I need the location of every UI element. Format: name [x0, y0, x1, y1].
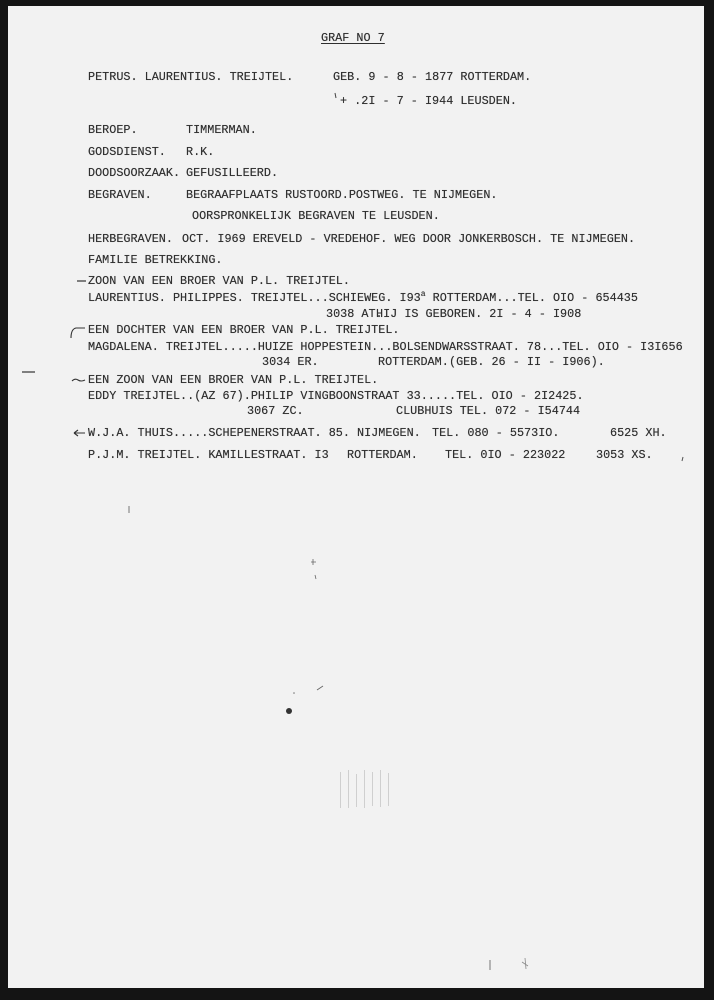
relative-address-rest: ROTTERDAM...TEL. OIO - 654435: [425, 291, 638, 305]
burial-label: BEGRAVEN.: [88, 188, 152, 202]
contact-address: W.J.A. THUIS.....SCHEPENERSTRAAT. 85. NIJMEGEN.: [88, 426, 421, 440]
person-name: PETRUS. LAURENTIUS. TREIJTEL.: [88, 70, 294, 84]
reburial-value: OCT. I969 EREVELD - VREDEHOF. WEG DOOR JONKERBOSCH. TE NIJMEGEN.: [182, 232, 636, 246]
relative-postcode: 3038 AT.: [326, 307, 383, 321]
occupation-label: BEROEP.: [88, 123, 138, 137]
contact-postcode: 3053 XS.: [596, 448, 653, 462]
contact-address: P.J.M. TREIJTEL. KAMILLESTRAAT. I3: [88, 448, 329, 462]
relative-postcode: 3034 ER.: [262, 355, 319, 369]
religion-value: R.K.: [186, 145, 215, 159]
birth-info: GEB. 9 - 8 - 1877 ROTTERDAM.: [333, 70, 532, 84]
relative-address: MAGDALENA. TREIJTEL.....HUIZE HOPPESTEIN...BOLSENDWARSSTRAAT. 78...TEL. OIO - I3I656: [88, 340, 683, 354]
relative-address: LAURENTIUS. PHILIPPES. TREIJTEL...SCHIEWEG. I93: [88, 291, 421, 305]
family-heading: FAMILIE BETREKKING.: [88, 253, 223, 267]
contact-phone: TEL. 080 - 5573IO.: [432, 426, 560, 440]
relative-address: EDDY TREIJTEL..(AZ 67).PHILIP VINGBOONSTRAAT 33.....TEL. OIO - 2I2425.: [88, 389, 584, 403]
contact-postcode: 6525 XH.: [610, 426, 667, 440]
relative-relation: EEN ZOON VAN EEN BROER VAN P.L. TREIJTEL.: [88, 373, 379, 387]
house-number-suffix: a: [420, 290, 426, 299]
relative-postcode: 3067 ZC.: [247, 404, 304, 418]
contact-phone: TEL. 0IO - 223022: [445, 448, 566, 462]
document-title: GRAF NO 7: [321, 31, 385, 45]
cause-of-death-label: DOODSOORZAAK.: [88, 166, 181, 180]
original-burial: OORSPRONKELIJK BEGRAVEN TE LEUSDEN.: [192, 209, 440, 223]
reburial-label: HERBEGRAVEN.: [88, 232, 173, 246]
cause-of-death-value: GEFUSILLEERD.: [186, 166, 279, 180]
death-info: + .2I - 7 - I944 LEUSDEN.: [340, 94, 517, 108]
relative-city: ROTTERDAM.: [378, 355, 449, 369]
relative-address-line: [88, 291, 638, 307]
relative-relation: ZOON VAN EEN BROER VAN P.L. TREIJTEL.: [88, 274, 350, 288]
religion-label: GODSDIENST.: [88, 145, 166, 159]
relative-relation: EEN DOCHTER VAN EEN BROER VAN P.L. TREIJTEL.: [88, 323, 400, 337]
burial-value: BEGRAAFPLAATS RUSTOORD.POSTWEG. TE NIJMEGEN.: [186, 188, 498, 202]
occupation-value: TIMMERMAN.: [186, 123, 257, 137]
relative-note: CLUBHUIS TEL. 072 - I54744: [396, 404, 581, 418]
relative-note: HIJ IS GEBOREN. 2I - 4 - I908: [376, 307, 582, 321]
contact-city: ROTTERDAM.: [347, 448, 418, 462]
relative-note: (GEB. 26 - II - I906).: [449, 355, 605, 369]
